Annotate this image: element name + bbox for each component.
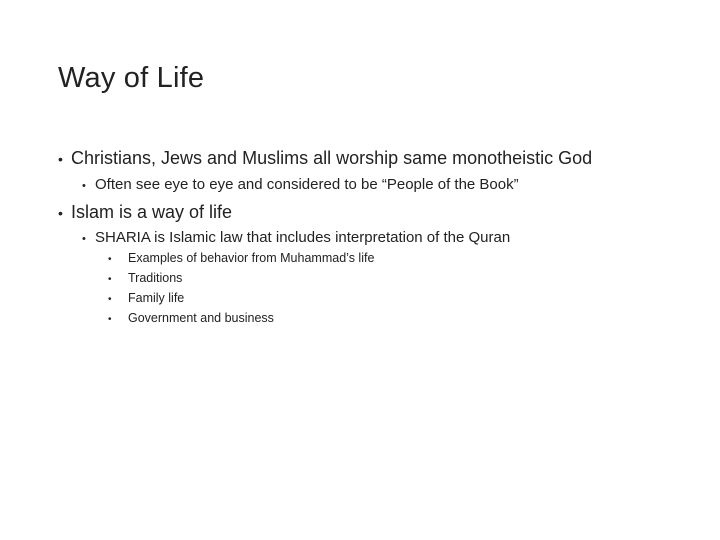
slide-title: Way of Life bbox=[58, 62, 205, 94]
bullet-item-level1 bbox=[58, 202, 232, 223]
bullet-item-level1 bbox=[58, 148, 592, 169]
bullet-text: SHARIA is Islamic law that includes interpretation of the Quran bbox=[95, 229, 511, 246]
bullet-icon: • bbox=[82, 180, 86, 192]
bullet-item-level2 bbox=[82, 176, 519, 193]
bullet-text: Christians, Jews and Muslims all worship same monotheistic God bbox=[71, 148, 593, 168]
bullet-item-level3 bbox=[108, 291, 184, 305]
bullet-item-level3 bbox=[108, 311, 274, 325]
bullet-text: Traditions bbox=[128, 271, 183, 285]
bullet-text: Often see eye to eye and considered to be “People of the Book” bbox=[95, 176, 519, 193]
bullet-item-level2 bbox=[82, 229, 510, 246]
bullet-text: Islam is a way of life bbox=[71, 202, 233, 222]
bullet-item-level3 bbox=[108, 251, 374, 265]
bullet-text: Family life bbox=[128, 291, 185, 305]
bullet-icon: • bbox=[58, 205, 63, 221]
bullet-icon: • bbox=[108, 294, 112, 305]
bullet-icon: • bbox=[108, 274, 112, 285]
bullet-icon: • bbox=[108, 254, 112, 265]
bullet-item-level3 bbox=[108, 271, 182, 285]
bullet-icon: • bbox=[82, 233, 86, 245]
bullet-icon: • bbox=[108, 314, 112, 325]
bullet-text: Government and business bbox=[128, 311, 274, 325]
bullet-icon: • bbox=[58, 151, 63, 167]
bullet-text: Examples of behavior from Muhammad’s life bbox=[128, 251, 375, 265]
